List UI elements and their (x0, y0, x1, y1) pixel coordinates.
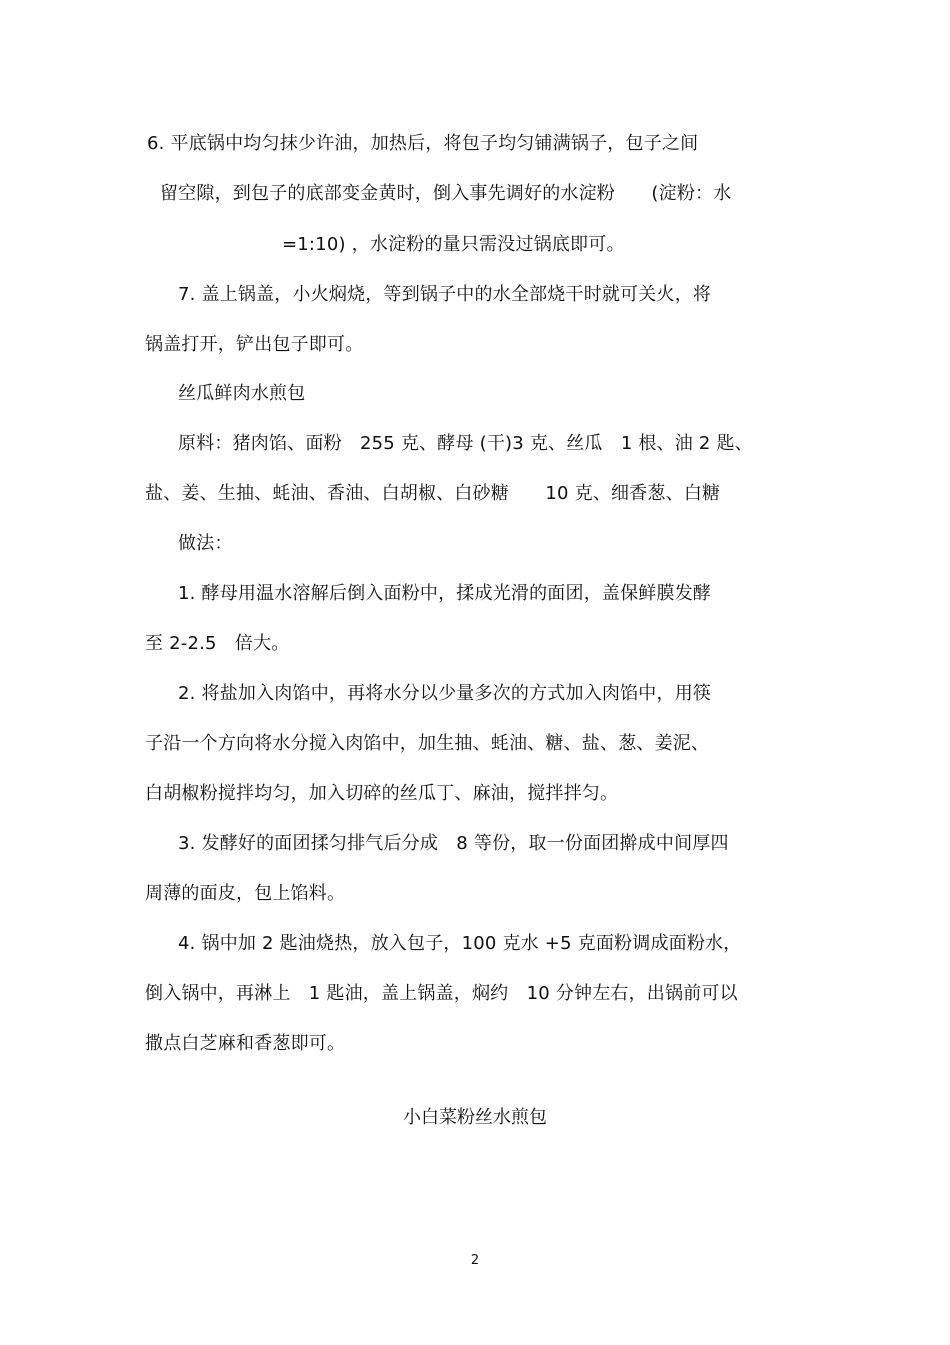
text-line: =1:10) ，水淀粉的量只需没过锅底即可。 (282, 234, 625, 255)
text-line: 1. 酵母用温水溶解后倒入面粉中，揉成光滑的面团，盖保鲜膜发酵 (178, 583, 712, 604)
text-line: 2. 将盐加入肉馅中，再将水分以少量多次的方式加入肉馅中，用筷 (178, 683, 712, 704)
text-line: 至 2-2.5 倍大。 (145, 633, 290, 654)
text-line: 留空隙，到包子的底部变金黄时，倒入事先调好的水淀粉 (淀粉：水 (160, 183, 732, 204)
text-line: 做法： (178, 533, 233, 554)
text-line: 6. 平底锅中均匀抹少许油，加热后，将包子均匀铺满锅子，包子之间 (147, 133, 699, 154)
text-line: 倒入锅中，再淋上 1 匙油，盖上锅盖，焖约 10 分钟左右，出锅前可以 (145, 983, 738, 1004)
text-line: 锅盖打开，铲出包子即可。 (145, 334, 364, 355)
text-line: 盐、姜、生抽、蚝油、香油、白胡椒、白砂糖 10 克、细香葱、白糖 (145, 483, 721, 504)
text-line: 4. 锅中加 2 匙油烧热，放入包子，100 克水 +5 克面粉调成面粉水， (178, 933, 742, 954)
text-line: 3. 发酵好的面团揉匀排气后分成 8 等份，取一份面团擀成中间厚四 (178, 833, 729, 854)
text-line: 7. 盖上锅盖，小火焖烧，等到锅子中的水全部烧干时就可关火，将 (178, 284, 712, 305)
text-line: 白胡椒粉搅拌均匀，加入切碎的丝瓜丁、麻油，搅拌拌匀。 (145, 783, 619, 804)
text-line: 撒点白芝麻和香葱即可。 (145, 1033, 346, 1054)
text-line: 原料：猪肉馅、面粉 255 克、酵母 (干)3 克、丝瓜 1 根、油 2 匙、 (178, 433, 753, 454)
text-line: 子沿一个方向将水分搅入肉馅中，加生抽、蚝油、糖、盐、葱、姜泥、 (145, 733, 710, 754)
page-number: 2 (470, 1253, 480, 1268)
next-section-title: 小白菜粉丝水煎包 (403, 1107, 547, 1128)
section-title: 丝瓜鲜肉水煎包 (178, 383, 306, 404)
text-line: 周薄的面皮，包上馅料。 (145, 883, 346, 904)
